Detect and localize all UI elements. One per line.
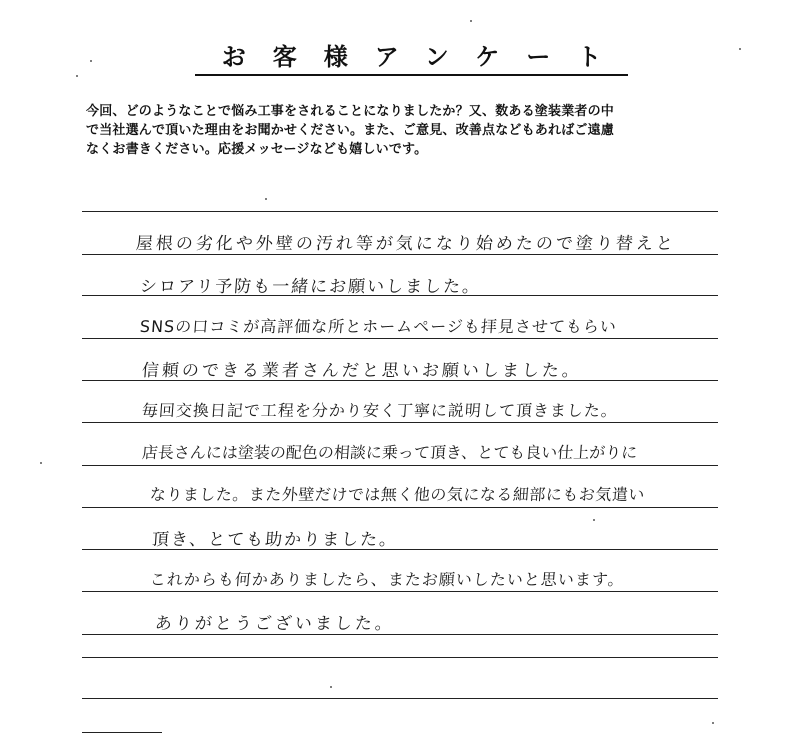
answer-line: 店長さんには塗装の配色の相談に乗って頂き、とても良い仕上がりに	[141, 443, 638, 462]
answer-line: なりました。また外壁だけでは無く他の気になる細部にもお気遣い	[149, 485, 646, 504]
answer-line: 頂き、とても助かりました。	[151, 530, 399, 550]
ruled-line	[82, 211, 718, 212]
ruled-line	[82, 657, 718, 658]
scan-speck	[90, 60, 92, 62]
answer-line: 屋根の劣化や外壁の汚れ等が気になり始めたので塗り替えと	[135, 234, 677, 254]
scan-speck	[470, 20, 472, 22]
answer-line: ありがとうございました。	[154, 614, 396, 634]
ruled-line	[82, 254, 718, 255]
intro-line: 今回、どのようなことで悩み工事をされることになりましたか？又、数ある塗装業者の中	[86, 104, 615, 119]
scan-speck	[265, 198, 267, 200]
ruled-line	[82, 591, 718, 592]
ruled-line	[82, 698, 718, 699]
answer-line: これからも何かありましたら、またお願いしたいと思います。	[149, 570, 626, 589]
intro-line: なくお書きください。応援メッセージなども嬉しいです。	[86, 142, 428, 157]
scan-speck	[739, 48, 741, 50]
ruled-line	[82, 422, 718, 423]
scan-speck	[712, 722, 714, 724]
scan-speck	[76, 75, 78, 77]
ruled-line	[82, 634, 718, 635]
ruled-line	[82, 338, 718, 339]
survey-title: お客様アンケート	[0, 42, 796, 76]
ruled-line	[82, 732, 162, 733]
answer-line: 信頼のできる業者さんだと思いお願いしました。	[141, 361, 583, 381]
scan-speck	[330, 686, 332, 688]
scan-speck	[593, 519, 595, 521]
ruled-line	[82, 465, 718, 466]
answer-line: 毎回交換日記で工程を分かり安く丁寧に説明して頂きました。	[141, 401, 619, 420]
survey-intro	[86, 102, 746, 159]
scan-speck	[40, 462, 42, 464]
answer-line: シロアリ予防も一緒にお願いしました。	[139, 277, 482, 297]
answer-line: SNSの口コミが高評価な所とホームページも拝見させてもらい	[139, 317, 618, 336]
ruled-line	[82, 507, 718, 508]
intro-line: で当社選んで頂いた理由をお聞かせください。また、ご意見、改善点などもあればご遠慮	[86, 123, 615, 138]
